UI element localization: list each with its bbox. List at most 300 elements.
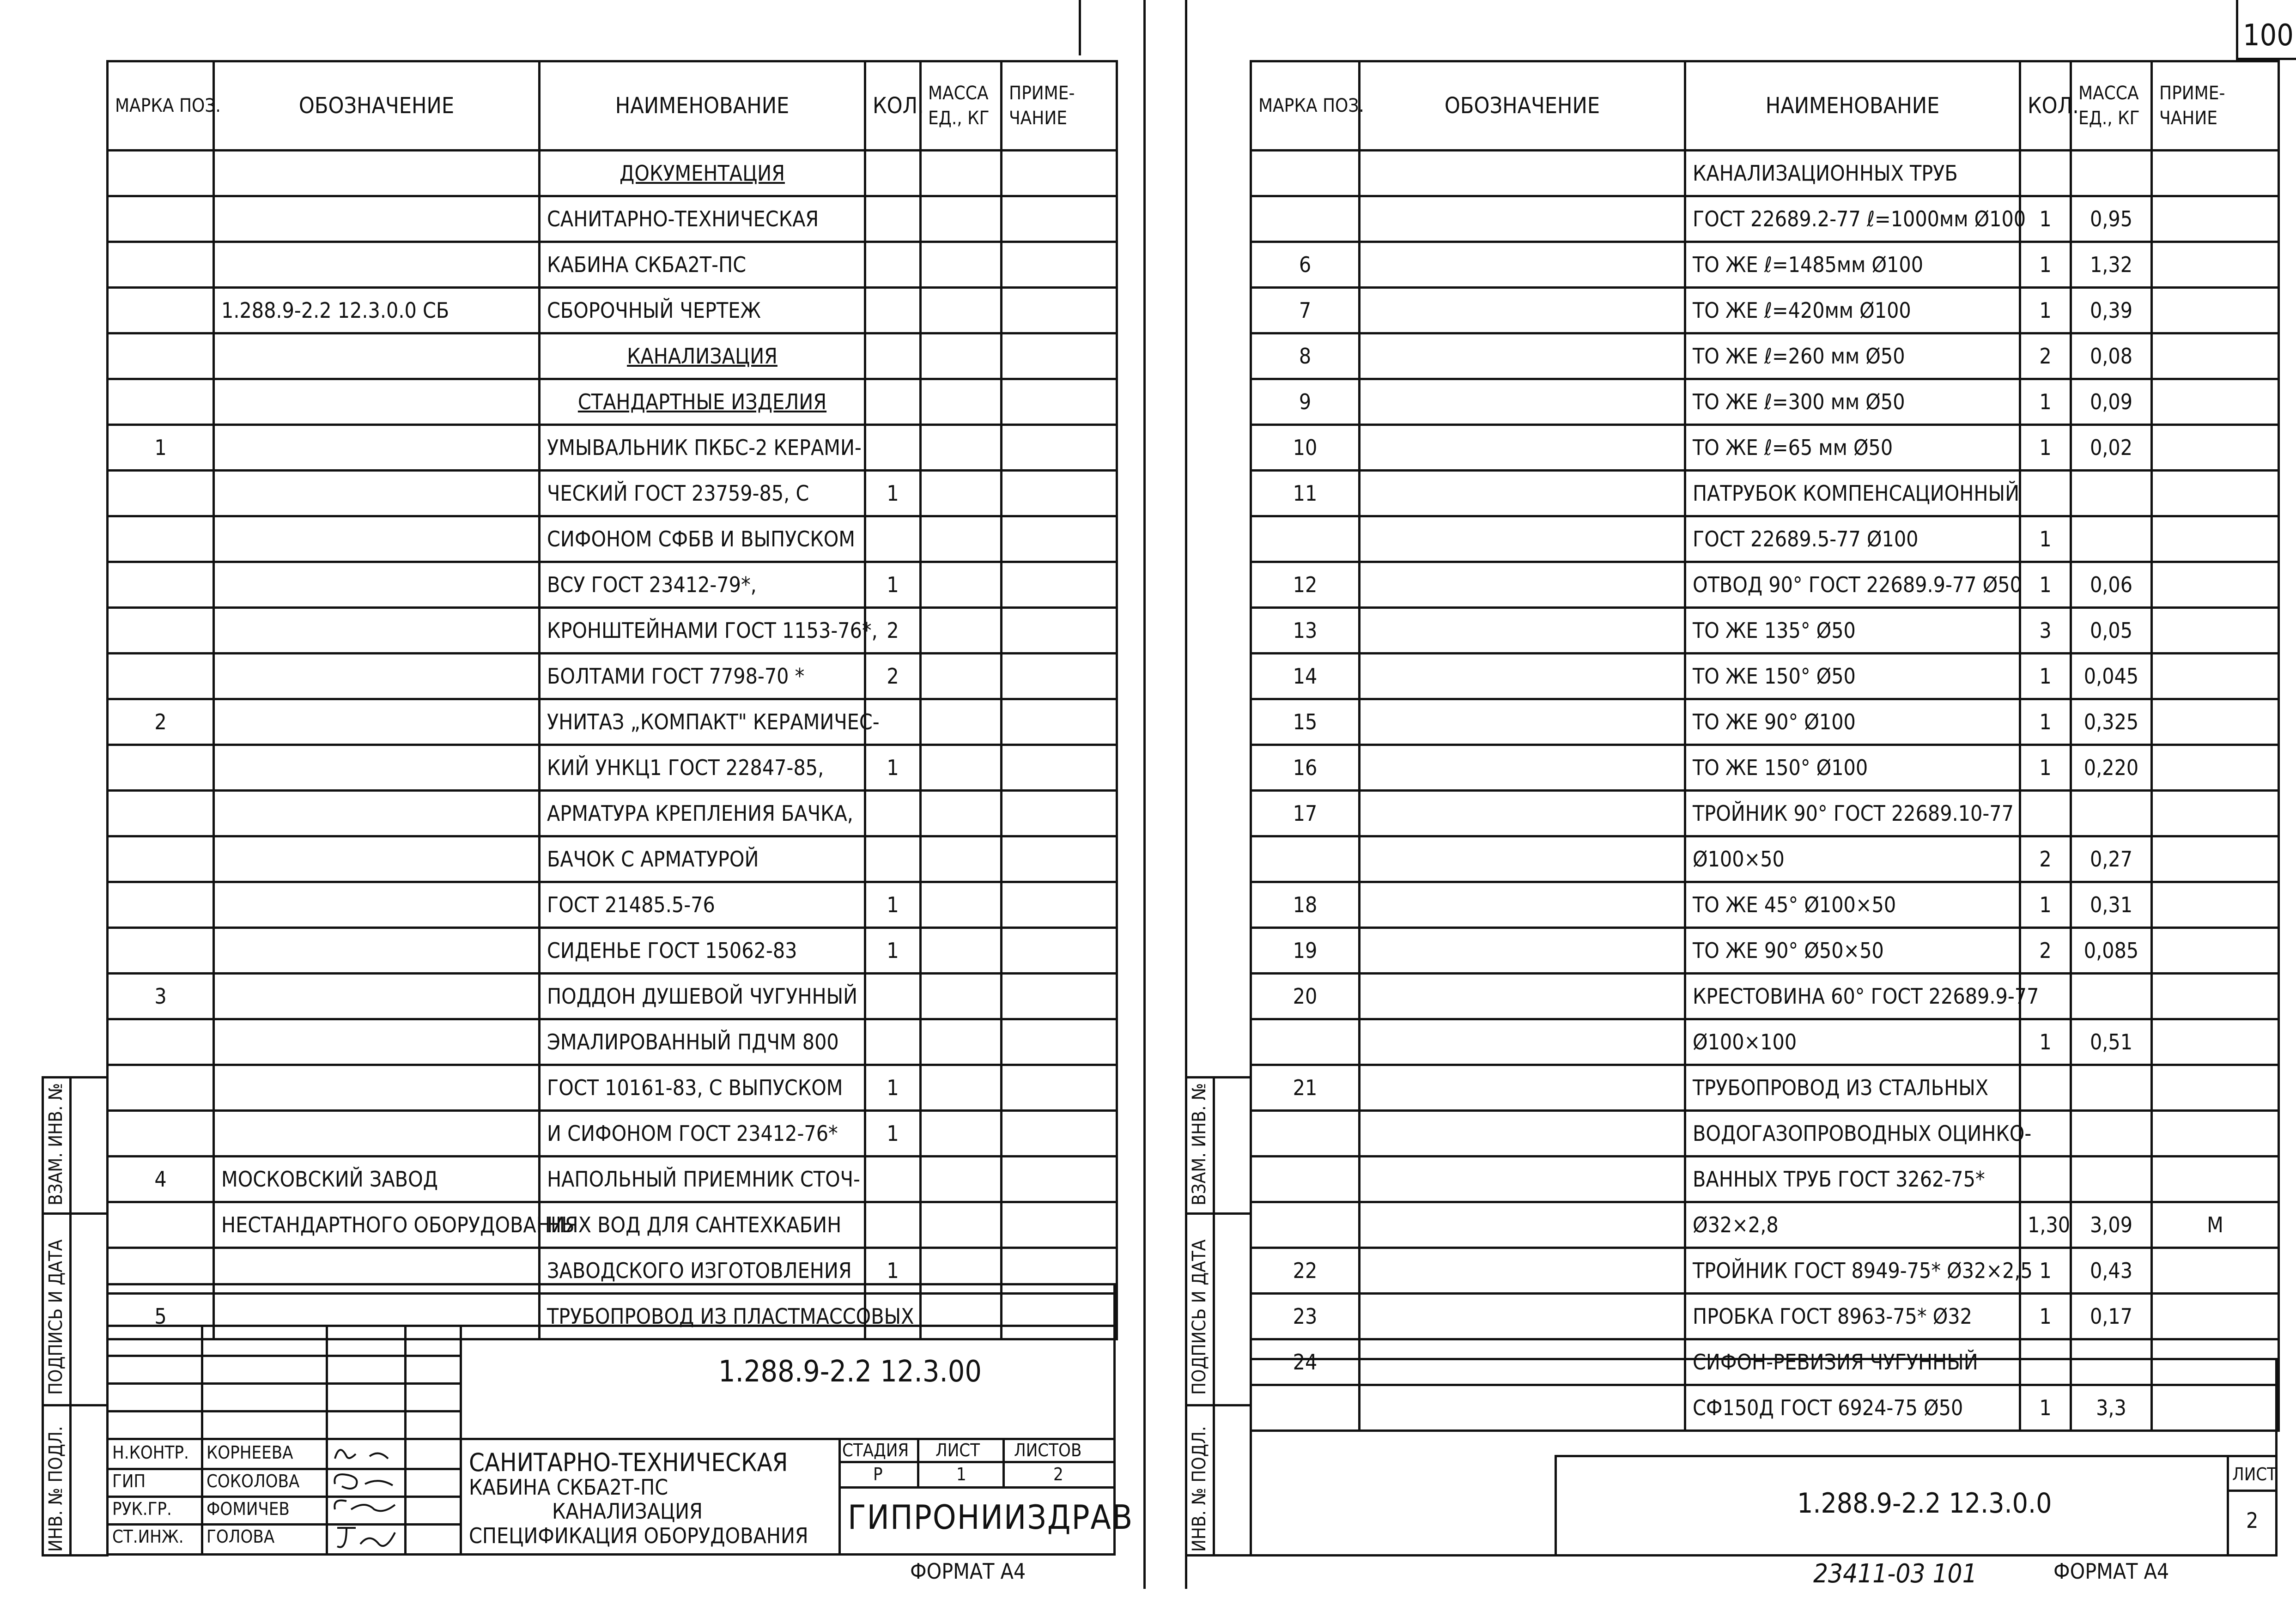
cell-pos: 18 [1251,882,1360,928]
cell-name: СИФОНОМ СФБВ И ВЫПУСКОМ [540,516,865,562]
cell-qty [865,1202,921,1248]
cell-mass [921,151,1002,196]
cell-doc [214,745,540,791]
cell-name: ТО ЖЕ 150° Ø100 [1685,745,2020,791]
table-row [108,425,1117,471]
cell-mass [921,242,1002,288]
cell-note [1002,1157,1117,1202]
cell-note [2152,699,2279,745]
signature-1 [335,1450,388,1459]
cell-pos [108,836,214,882]
cell-qty: 1 [2020,196,2071,242]
cell-doc [214,791,540,836]
stamp-stadiya-label: СТАДИЯ [842,1440,909,1460]
cell-doc [1360,379,1685,425]
cell-note [2152,882,2279,928]
cell-mass [2071,151,2152,196]
cell-name: БАЧОК С АРМАТУРОЙ [540,836,865,882]
cell-note [1002,836,1117,882]
cell-qty [865,379,921,425]
header-prim: ПРИМЕ- ЧАНИЕ [1002,61,1117,151]
cell-name: УНИТАЗ „КОМПАКТ" КЕРАМИЧЕС- [540,699,865,745]
cell-name: БОЛТАМИ ГОСТ 7798-70 * [540,654,865,699]
cell-pos [1251,516,1360,562]
cell-mass [921,791,1002,836]
table-row [1251,196,2279,242]
cell-qty: 2 [2020,836,2071,882]
cell-mass: 3,3 [2071,1385,2152,1431]
cell-note [2152,562,2279,608]
cell-doc: 1.288.9-2.2 12.3.0.0 СБ [214,288,540,333]
table-row [108,516,1117,562]
cell-name: СИФОН-РЕВИЗИЯ ЧУГУННЫЙ [1685,1339,2020,1385]
format-label-1: ФОРМАТ А4 [910,1559,1026,1584]
cell-doc: МОСКОВСКИЙ ЗАВОД [214,1157,540,1202]
table-row [1251,1157,2279,1202]
table-row [1251,1248,2279,1294]
cell-pos [108,288,214,333]
cell-pos: 2 [108,699,214,745]
cell-qty [865,288,921,333]
cell-note [1002,516,1117,562]
cell-doc [214,699,540,745]
side2-label-podpis: ПОДПИСЬ И ДАТА [1189,1239,1210,1395]
cell-qty: 1 [2020,562,2071,608]
cell-name: ТРУБОПРОВОД ИЗ СТАЛЬНЫХ [1685,1065,2020,1111]
table-row [108,1202,1117,1248]
table-row [1251,836,2279,882]
cell-mass [2071,471,2152,516]
cell-qty: 1 [2020,699,2071,745]
cell-doc [1360,882,1685,928]
cell-qty: 1 [2020,425,2071,471]
cell-pos [108,379,214,425]
header-naimen-2: НАИМЕНОВАНИЕ [1685,61,2020,151]
cell-name: НАПОЛЬНЫЙ ПРИЕМНИК СТОЧ- [540,1157,865,1202]
cell-pos [108,516,214,562]
cell-note [2152,1248,2279,1294]
cell-mass: 0,325 [2071,699,2152,745]
cell-pos [108,471,214,516]
table-row [108,699,1117,745]
stamp-title-4: СПЕЦИФИКАЦИЯ ОБОРУДОВАНИЯ [469,1523,808,1548]
cell-doc [214,1019,540,1065]
cell-note [2152,242,2279,288]
cell-pos: 10 [1251,425,1360,471]
cell-qty [865,791,921,836]
cell-mass [921,288,1002,333]
stamp-org: ГИПРОНИИЗДРАВ [848,1498,1134,1537]
cell-qty: 1 [2020,1248,2071,1294]
cell-qty: 2 [2020,333,2071,379]
cell-name: ТО ЖЕ 45° Ø100×50 [1685,882,2020,928]
cell-pos [108,333,214,379]
cell-note [1002,974,1117,1019]
table-row [1251,928,2279,974]
cell-mass: 1,32 [2071,242,2152,288]
cell-name: ДОКУМЕНТАЦИЯ [540,151,865,196]
cell-name: ГОСТ 10161-83, С ВЫПУСКОМ [540,1065,865,1111]
cell-qty [865,196,921,242]
cell-note [1002,791,1117,836]
cell-name: ТО ЖЕ ℓ=420мм Ø100 [1685,288,2020,333]
cell-name: ТО ЖЕ ℓ=65 мм Ø50 [1685,425,2020,471]
cell-pos [1251,151,1360,196]
cell-name: СТАНДАРТНЫЕ ИЗДЕЛИЯ [540,379,865,425]
cell-note [2152,425,2279,471]
cell-qty: 1 [865,562,921,608]
stamp-role-2: ГИП [112,1471,146,1491]
table-row [1251,1111,2279,1157]
cell-name: ТРОЙНИК 90° ГОСТ 22689.10-77 [1685,791,2020,836]
cell-qty: 1 [2020,1294,2071,1339]
cell-qty: 1 [865,471,921,516]
cell-pos: 12 [1251,562,1360,608]
cell-mass: 0,17 [2071,1294,2152,1339]
header-prim-2: ПРИМЕ- ЧАНИЕ [2152,61,2279,151]
table-row [108,379,1117,425]
cell-doc [1360,1202,1685,1248]
cell-pos [108,928,214,974]
stamp-role-3: РУК.ГР. [112,1499,172,1519]
cell-name: ГОСТ 22689.2-77 ℓ=1000мм Ø100 [1685,196,2020,242]
table-row [1251,1019,2279,1065]
cell-doc [214,196,540,242]
sheet2-stamp-code: 1.288.9-2.2 12.3.0.0 [1797,1487,2052,1520]
sheet1-right-border [1143,0,1146,1589]
table-row [108,196,1117,242]
cell-pos [108,791,214,836]
table-row [108,882,1117,928]
cell-qty [2020,1157,2071,1202]
cell-mass: 0,95 [2071,196,2152,242]
cell-pos [108,745,214,791]
cell-name: СБОРОЧНЫЙ ЧЕРТЕЖ [540,288,865,333]
cell-mass [2071,516,2152,562]
cell-pos [1251,1157,1360,1202]
cell-mass [2071,1065,2152,1111]
cell-mass: 0,06 [2071,562,2152,608]
cell-mass [921,379,1002,425]
table-row [1251,1065,2279,1111]
cell-doc [214,516,540,562]
cell-doc [214,379,540,425]
cell-qty: 1 [2020,745,2071,791]
table-row [1251,1294,2279,1339]
table-row [1251,333,2279,379]
cell-name: НЫХ ВОД ДЛЯ САНТЕХКАБИН [540,1202,865,1248]
cell-name: ОТВОД 90° ГОСТ 22689.9-77 Ø50 [1685,562,2020,608]
cell-pos: 5 [108,1294,214,1339]
stamp-name-1: КОРНЕЕВА [207,1442,293,1463]
sheet-2 [1148,0,2296,1599]
table-row [1251,654,2279,699]
cell-qty [2020,471,2071,516]
stamp-name-3: ФОМИЧЕВ [207,1499,290,1519]
cell-name: КАНАЛИЗАЦИЯ [540,333,865,379]
cell-doc [1360,1019,1685,1065]
cell-note [1002,699,1117,745]
cell-doc [1360,151,1685,196]
cell-note [1002,1111,1117,1157]
cell-qty: 1 [2020,1019,2071,1065]
cell-mass [921,1202,1002,1248]
cell-doc [1360,1248,1685,1294]
cell-pos: 8 [1251,333,1360,379]
cell-mass: 0,220 [2071,745,2152,791]
table-row [1251,379,2279,425]
table-row [108,1157,1117,1202]
cell-mass: 0,39 [2071,288,2152,333]
cell-name: АРМАТУРА КРЕПЛЕНИЯ БАЧКА, [540,791,865,836]
sheet1-blank-row [106,1283,1116,1327]
cell-note [2152,471,2279,516]
table-row [1251,699,2279,745]
cell-qty: 1 [865,928,921,974]
table-row [1251,516,2279,562]
cell-mass [921,928,1002,974]
cell-pos [108,151,214,196]
table-header-2 [1251,61,2279,151]
cell-mass [2071,1111,2152,1157]
stamp-title-3: КАНАЛИЗАЦИЯ [552,1499,703,1524]
cell-pos [108,608,214,654]
cell-doc [1360,1157,1685,1202]
cell-note [1002,1202,1117,1248]
cell-note [1002,654,1117,699]
stamp-role-1: Н.КОНТР. [112,1442,189,1463]
cell-qty [865,425,921,471]
cell-doc [1360,562,1685,608]
cell-pos: 21 [1251,1065,1360,1111]
sheet2-list: 2 [2246,1508,2259,1533]
cell-doc [1360,1111,1685,1157]
title-block [106,1325,1134,1556]
cell-pos: 7 [1251,288,1360,333]
cell-qty [865,242,921,288]
stamp-stadiya: Р [873,1464,883,1484]
cell-name: ЧЕСКИЙ ГОСТ 23759-85, С [540,471,865,516]
table-row [1251,471,2279,516]
signature-4 [337,1528,395,1547]
cell-doc: НЕСТАНДАРТНОГО ОБОРУДОВАНИЯ [214,1202,540,1248]
cell-pos [108,1019,214,1065]
cell-pos: 16 [1251,745,1360,791]
cell-pos [108,1111,214,1157]
cell-doc [1360,196,1685,242]
cell-qty: 1 [865,882,921,928]
stamp-list: 1 [956,1464,966,1484]
cell-note [1002,471,1117,516]
table-row [108,791,1117,836]
table-row [108,288,1117,333]
cell-doc [1360,699,1685,745]
stamp-listov: 2 [1053,1464,1063,1484]
signature-3 [334,1500,395,1511]
cell-qty: 1 [865,1248,921,1294]
cell-note [1002,333,1117,379]
table-row [108,928,1117,974]
header-marka: МАРКА ПОЗ. [108,61,214,151]
cell-qty [865,516,921,562]
cell-pos: 22 [1251,1248,1360,1294]
cell-mass: 0,27 [2071,836,2152,882]
cell-doc [1360,333,1685,379]
cell-qty: 3 [2020,608,2071,654]
cell-mass [921,516,1002,562]
cell-mass [921,425,1002,471]
cell-pos: 14 [1251,654,1360,699]
cell-name: ГОСТ 22689.5-77 Ø100 [1685,516,2020,562]
cell-doc [214,471,540,516]
cell-name: СФ150Д ГОСТ 6924-75 Ø50 [1685,1385,2020,1431]
table-row [108,562,1117,608]
cell-qty [865,151,921,196]
cell-name: ВСУ ГОСТ 23412-79*, [540,562,865,608]
cell-note [2152,928,2279,974]
table-row [1251,288,2279,333]
cell-name: КАНАЛИЗАЦИОННЫХ ТРУБ [1685,151,2020,196]
cell-doc [214,1065,540,1111]
cell-note [2152,974,2279,1019]
cell-name: ТО ЖЕ ℓ=260 мм Ø50 [1685,333,2020,379]
spec-table-2 [1250,60,2280,1432]
table-row [108,836,1117,882]
header-massa-2: МАССА ЕД., КГ [2071,61,2152,151]
cell-pos: 17 [1251,791,1360,836]
cell-name: ВОДОГАЗОПРОВОДНЫХ ОЦИНКО- [1685,1111,2020,1157]
cell-note [1002,608,1117,654]
cell-pos: 23 [1251,1294,1360,1339]
cell-pos [108,654,214,699]
cell-doc [1360,471,1685,516]
table-row [1251,242,2279,288]
table-row [1251,882,2279,928]
cell-qty [865,836,921,882]
cell-doc [1360,1294,1685,1339]
cell-pos [1251,196,1360,242]
table-row [1251,791,2279,836]
cell-note [1002,242,1117,288]
cell-doc [1360,608,1685,654]
cell-note [2152,516,2279,562]
cell-mass [921,836,1002,882]
cell-mass: 0,08 [2071,333,2152,379]
cell-name: ЗАВОДСКОГО ИЗГОТОВЛЕНИЯ [540,1248,865,1294]
table-row [108,333,1117,379]
cell-pos: 1 [108,425,214,471]
header-oboznach: ОБОЗНАЧЕНИЕ [214,61,540,151]
archive-number: 23411-03 101 [1813,1559,1977,1589]
cell-note [1002,379,1117,425]
cell-qty [865,974,921,1019]
cell-mass: 0,31 [2071,882,2152,928]
cell-name: КРЕСТОВИНА 60° ГОСТ 22689.9-77 [1685,974,2020,1019]
cell-doc [214,333,540,379]
cell-pos [108,242,214,288]
cell-name: ПРОБКА ГОСТ 8963-75* Ø32 [1685,1294,2020,1339]
table-row [108,1111,1117,1157]
cell-qty: 2 [865,654,921,699]
sheet2-list-label: ЛИСТ [2232,1464,2277,1484]
stamp-name-4: ГОЛОВА [207,1526,275,1547]
cell-doc [1360,974,1685,1019]
cell-mass [921,882,1002,928]
table-row [108,151,1117,196]
cell-pos: 9 [1251,379,1360,425]
cell-name: СИДЕНЬЕ ГОСТ 15062-83 [540,928,865,974]
cell-pos [1251,1202,1360,1248]
cell-doc [214,562,540,608]
cell-name: ТРОЙНИК ГОСТ 8949-75* Ø32×2,5 [1685,1248,2020,1294]
cell-doc [1360,836,1685,882]
cell-doc [1360,791,1685,836]
cell-qty: 2 [2020,928,2071,974]
cell-name: И СИФОНОМ ГОСТ 23412-76* [540,1111,865,1157]
signature-2 [334,1474,393,1489]
sheet2-stamp [1555,1455,2278,1557]
cell-name: ВАННЫХ ТРУБ ГОСТ 3262-75* [1685,1157,2020,1202]
table-row [1251,151,2279,196]
cell-mass [921,699,1002,745]
cell-mass: 0,085 [2071,928,2152,974]
side-label-vzam: ВЗАМ. ИНВ. № [45,1083,67,1205]
format-label-2: ФОРМАТ А4 [2053,1559,2169,1584]
cell-mass [921,196,1002,242]
cell-note [1002,745,1117,791]
cell-mass [921,1111,1002,1157]
sheet1-top-tick [1079,0,1081,55]
cell-mass: 0,09 [2071,379,2152,425]
cell-note [1002,288,1117,333]
cell-pos: 13 [1251,608,1360,654]
cell-name: САНИТАРНО-ТЕХНИЧЕСКАЯ [540,196,865,242]
stamp-role-4: СТ.ИНЖ. [112,1526,184,1547]
cell-name: Ø100×100 [1685,1019,2020,1065]
cell-doc [1360,1065,1685,1111]
cell-qty [865,1157,921,1202]
cell-name: ПОДДОН ДУШЕВОЙ ЧУГУННЫЙ [540,974,865,1019]
cell-note [1002,151,1117,196]
cell-name: ТО ЖЕ 90° Ø50×50 [1685,928,2020,974]
cell-pos [1251,1019,1360,1065]
stamp-code: 1.288.9-2.2 12.3.00 [718,1355,982,1389]
cell-note [2152,1157,2279,1202]
cell-note [2152,196,2279,242]
cell-doc [214,425,540,471]
cell-note [2152,151,2279,196]
cell-qty: 1 [2020,654,2071,699]
cell-pos: 4 [108,1157,214,1202]
cell-name: УМЫВАЛЬНИК ПКБС-2 КЕРАМИ- [540,425,865,471]
cell-mass [921,654,1002,699]
table-row [108,654,1117,699]
table-row [108,471,1117,516]
cell-note [2152,745,2279,791]
cell-note [2152,379,2279,425]
cell-doc [214,151,540,196]
cell-doc [1360,745,1685,791]
cell-name: ТРУБОПРОВОД ИЗ ПЛАСТМАССОВЫХ [540,1294,865,1339]
cell-qty: 1 [865,1111,921,1157]
table-row [108,608,1117,654]
side-label-inv: ИНВ. № ПОДЛ. [45,1426,67,1552]
cell-note [2152,1019,2279,1065]
table-row [108,1065,1117,1111]
cell-note [1002,928,1117,974]
cell-pos: 19 [1251,928,1360,974]
header-massa: МАССА ЕД., КГ [921,61,1002,151]
